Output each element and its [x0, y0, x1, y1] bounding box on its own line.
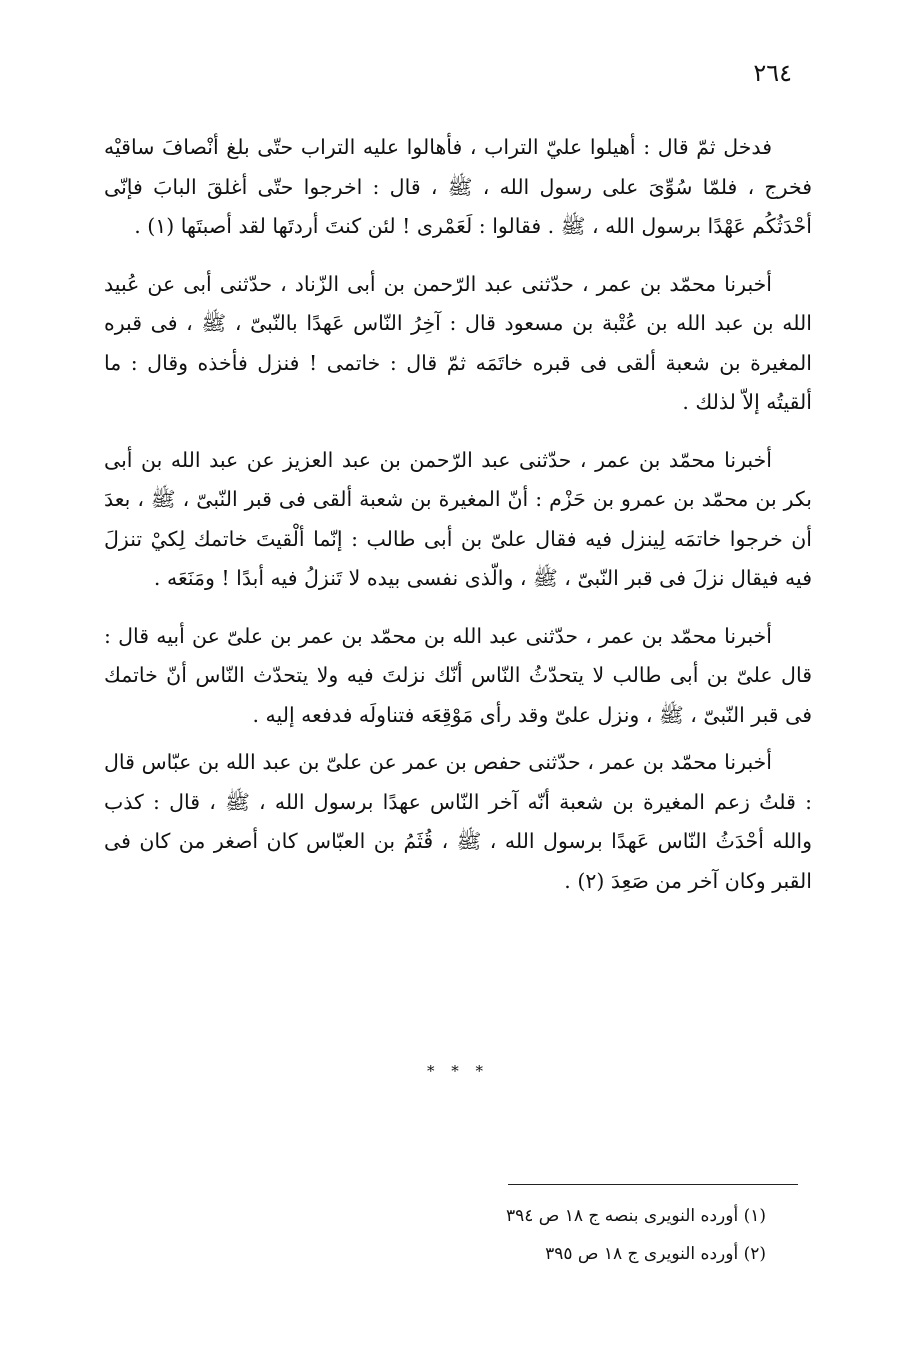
footnote-divider: [508, 1184, 798, 1185]
paragraph-2: أخبرنا محمّد بن عمر ، حدّثنى عبد الرّحمن بن أبى الزّناد ، حدّثنى أبى عن عُبيد الله بن عبد الله بن عُتْبة بن مسعود قال : آخِرُ النّاس عَهدًا بالنّبىّ ، ﷺ ، فى قبره المغيرة بن شعبة ألقى فى قبره خاتَمَه ثمّ قال : خاتمى ! فنزل فأخذه وقال : ما ألقيتُه إلاّ لذلك .: [104, 271, 812, 414]
page-number: ٢٦٤: [753, 59, 792, 87]
footnote-2: (٢) أورده النويرى ج ١٨ ص ٣٩٥: [545, 1244, 766, 1264]
section-separator: * * *: [426, 1062, 490, 1080]
paragraph-3: أخبرنا محمّد بن عمر ، حدّثنى عبد الرّحمن بن عبد العزيز عن عبد الله بن أبى بكر بن محمّد بن عمرو بن حَزْم : أنّ المغيرة بن شعبة ألقى فى قبر النّبىّ ، ﷺ ، بعدَ أن خرجوا خاتمَه لِينزل فيه فقال علىّ بن أبى طالب : إنّما ألْقيتَ خاتمك لِكيْ تنزلَ فيه فيقال نزلَ فى قبر النّبىّ ، ﷺ ، والّذى نفسى بيده لا تَنزلُ فيه أبدًا ! ومَنَعَه .: [104, 447, 812, 590]
paragraph-4: أخبرنا محمّد بن عمر ، حدّثنى عبد الله بن محمّد بن عمر بن علىّ عن أبيه قال : قال علىّ بن أبى طالب لا يتحدّثُ النّاس أنّك نزلتَ فيه ولا يتحدّث النّاس أنّ خاتمك فى قبر النّبىّ ، ﷺ ، ونزل علىّ وقد رأى مَوْقِعَه فتناولَه فدفعه إليه .: [104, 623, 812, 727]
main-text: [104, 128, 812, 919]
paragraph-5: أخبرنا محمّد بن عمر ، حدّثنى حفص بن عمر عن علىّ بن عبد الله بن عبّاس قال : قلتُ زعم المغيرة بن شعبة أنّه آخر النّاس عهدًا برسول الله ، ﷺ ، قال : كذب والله أحْدَثُ النّاس عَهدًا برسول الله ، ﷺ ، قُثَمُ بن العبّاس كان أصغر من كان فى القبر وكان آخر من صَعِدَ (٢) .: [104, 750, 812, 893]
footnotes: [366, 1202, 766, 1278]
footnote-1: (١) أورده النويرى بنصه ج ١٨ ص ٣٩٤: [505, 1206, 766, 1226]
paragraph-1: فدخل ثمّ قال : أهيلوا عليّ التراب ، فأهالوا عليه التراب حتّى بلغ أنْصافَ ساقيْه فخرج ، فلمّا سُوِّىَ على رسول الله ، ﷺ ، قال : اخرجوا حتّى أغلقَ البابَ فإنّى أحْدَثُكُم عَهْدًا برسول الله ، ﷺ . فقالوا : لَعَمْرى ! لئن كنتَ أردتَها لقد أصبتَها (١) .: [104, 135, 812, 238]
